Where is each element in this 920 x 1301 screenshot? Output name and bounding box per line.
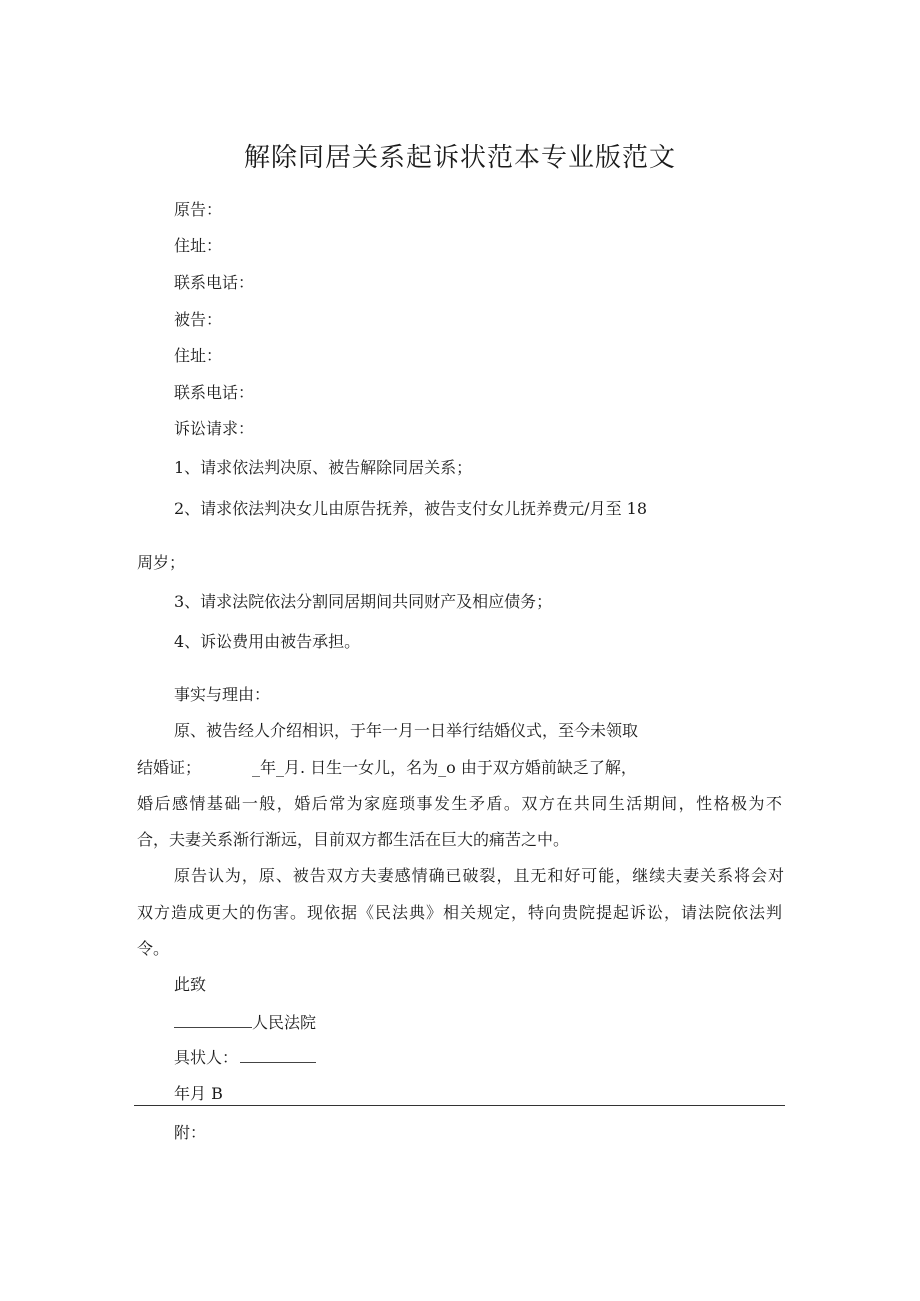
- facts-paragraph-2-line-3: 令。: [137, 939, 170, 958]
- facts-paragraph-2-line-2: 双方造成更大的伤害。现依据《民法典》相关规定，特向贵院提起诉讼，请法院依法判: [137, 903, 782, 922]
- facts-paragraph-1-line-2a: 结婚证；: [137, 758, 202, 777]
- defendant-address-label: 住址：: [174, 346, 223, 365]
- facts-paragraph-1-line-4: 合，夫妻关系渐行渐远，目前双方都生活在巨大的痛苦之中。: [137, 830, 570, 849]
- court-label: 人民法院: [252, 1013, 317, 1032]
- claim-item-4: 4、诉讼费用由被告承担。: [174, 632, 361, 651]
- court-name-blank: [174, 1013, 252, 1028]
- signer-line: [174, 1048, 316, 1068]
- facts-paragraph-2-line-1: 原告认为，原、被告双方夫妻感情确已破裂，且无和好可能，继续夫妻关系将会对: [174, 866, 784, 885]
- claim-item-2: 2、请求依法判决女儿由原告抚养，被告支付女儿抚养费元/月至 18: [174, 499, 648, 518]
- date-line: 年月 B: [174, 1084, 223, 1103]
- claim-item-2-continuation: 周岁；: [137, 553, 186, 572]
- horizontal-divider: [134, 1105, 785, 1106]
- court-line: [174, 1013, 316, 1033]
- defendant-phone-label: 联系电话：: [174, 383, 255, 402]
- plaintiff-address-label: 住址：: [174, 236, 223, 255]
- closing-greeting: 此致: [174, 975, 207, 994]
- signer-name-blank: [240, 1048, 316, 1063]
- defendant-label: 被告：: [174, 310, 223, 329]
- plaintiff-phone-label: 联系电话：: [174, 273, 255, 292]
- facts-paragraph-1-line-2b: _年_月. 日生一女儿，名为_o 由于双方婚前缺乏了解，: [252, 758, 637, 777]
- document-title: 解除同居关系起诉状范本专业版范文: [243, 143, 676, 173]
- facts-paragraph-1-line-3: 婚后感情基础一般，婚后常为家庭琐事发生矛盾。双方在共同生活期间，性格极为不: [137, 794, 782, 813]
- facts-heading: 事实与理由：: [174, 685, 271, 704]
- claim-item-1: 1、请求依法判决原、被告解除同居关系；: [174, 458, 473, 477]
- facts-paragraph-1-line-1: 原、被告经人介绍相识，于年一月一日举行结婚仪式，至今未领取: [174, 721, 639, 740]
- claims-heading: 诉讼请求：: [174, 419, 255, 438]
- signer-label: 具状人：: [174, 1048, 239, 1067]
- attachment-label: 附：: [174, 1123, 207, 1142]
- plaintiff-label: 原告：: [174, 200, 223, 219]
- claim-item-3: 3、请求法院依法分割同居期间共同财产及相应债务；: [174, 592, 553, 611]
